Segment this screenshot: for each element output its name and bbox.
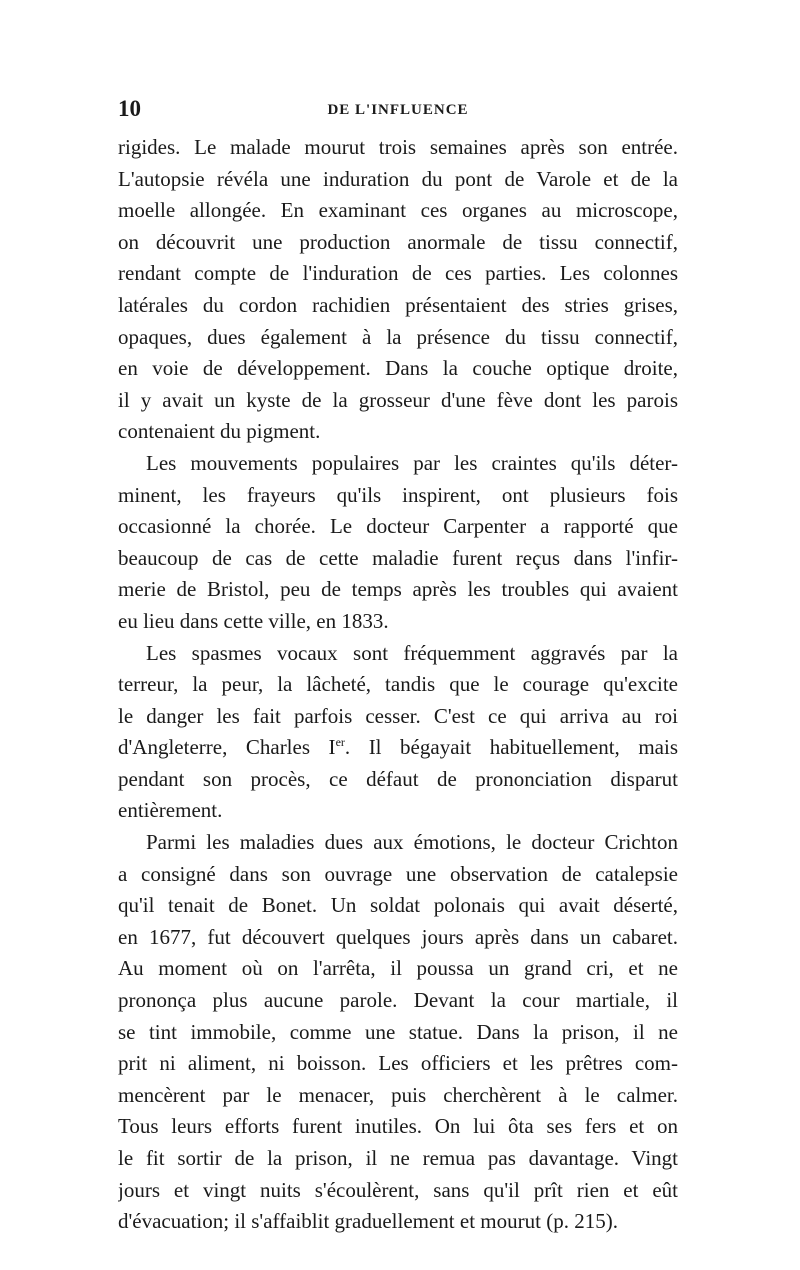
- text-line: merie de Bristol, peu de temps après les troubles qui avaient: [118, 577, 678, 602]
- text-line: minent, les frayeurs qu'ils inspirent, ont plusieurs fois: [118, 482, 678, 507]
- paragraph: [118, 638, 678, 828]
- body-text: [118, 132, 678, 1238]
- text-line: eu lieu dans cette ville, en 1833.: [118, 608, 389, 633]
- text-line: L'autopsie révéla une induration du pont de Varole et de la: [118, 166, 678, 191]
- paragraph: [118, 448, 678, 638]
- paragraph: [118, 827, 678, 1238]
- text-line: a consigné dans son ouvrage une observation de catalepsie: [118, 861, 678, 886]
- text-line: Au moment où on l'arrêta, il poussa un grand cri, et ne: [118, 956, 678, 981]
- text-line: terreur, la peur, la lâcheté, tandis que le courage qu'excite: [118, 672, 678, 697]
- text-line: entièrement.: [118, 798, 223, 823]
- text-line: Les spasmes vocaux sont fréquemment aggravés par la: [146, 640, 678, 665]
- text-line: Les mouvements populaires par les craintes qu'ils déter-: [146, 450, 678, 475]
- text-line: prit ni aliment, ni boisson. Les officiers et les prêtres com-: [118, 1051, 678, 1076]
- text-line: prononça plus aucune parole. Devant la cour martiale, il: [118, 988, 678, 1013]
- text-line: se tint immobile, comme une statue. Dans la prison, il ne: [118, 1019, 678, 1044]
- text-line: Parmi les maladies dues aux émotions, le docteur Crichton: [146, 830, 678, 855]
- text-line: il y avait un kyste de la grosseur d'une fève dont les parois: [118, 387, 678, 412]
- text-line: on découvrit une production anormale de tissu connectif,: [118, 229, 678, 254]
- text-line: le fit sortir de la prison, il ne remua pas davantage. Vingt: [118, 1146, 678, 1170]
- text-line: qu'il tenait de Bonet. Un soldat polonais qui avait déserté,: [118, 893, 678, 918]
- text-line: rendant compte de l'induration de ces parties. Les colonnes: [118, 261, 678, 286]
- running-title: DE L'INFLUENCE: [327, 102, 469, 118]
- text-line: beaucoup de cas de cette maladie furent reçus dans l'infir-: [118, 545, 678, 570]
- text-line: en 1677, fut découvert quelques jours après dans un cabaret.: [118, 924, 678, 949]
- text-line: rigides. Le malade mourut trois semaines après son entrée.: [118, 135, 678, 159]
- text-line: contenaient du pigment.: [118, 419, 321, 444]
- text-line: en voie de développement. Dans la couche optique droite,: [118, 356, 678, 381]
- page-number: 10: [118, 96, 141, 121]
- text-line: d'Angleterre, Charles Ier. Il bégayait habituellement, mais: [118, 735, 678, 760]
- text-line: jours et vingt nuits s'écoulèrent, sans qu'il prît rien et eût: [118, 1177, 678, 1202]
- text-line: mencèrent par le menacer, puis cherchèrent à le calmer.: [118, 1082, 678, 1107]
- text-line: le danger les fait parfois cesser. C'est ce qui arriva au roi: [118, 703, 678, 728]
- running-head: [118, 96, 678, 122]
- text-line: occasionné la chorée. Le docteur Carpenter a rapporté que: [118, 514, 678, 539]
- text-line: pendant son procès, ce défaut de prononciation disparut: [118, 766, 678, 791]
- text-line: opaques, dues également à la présence du tissu connectif,: [118, 324, 678, 349]
- text-line: latérales du cordon rachidien présentaient des stries grises,: [118, 292, 678, 317]
- text-line: d'évacuation; il s'affaiblit graduellement et mourut (p. 215).: [118, 1209, 618, 1234]
- text-line: Tous leurs efforts furent inutiles. On lui ôta ses fers et on: [118, 1114, 678, 1139]
- paragraph: [118, 132, 678, 448]
- text-line: moelle allongée. En examinant ces organes au microscope,: [118, 198, 678, 223]
